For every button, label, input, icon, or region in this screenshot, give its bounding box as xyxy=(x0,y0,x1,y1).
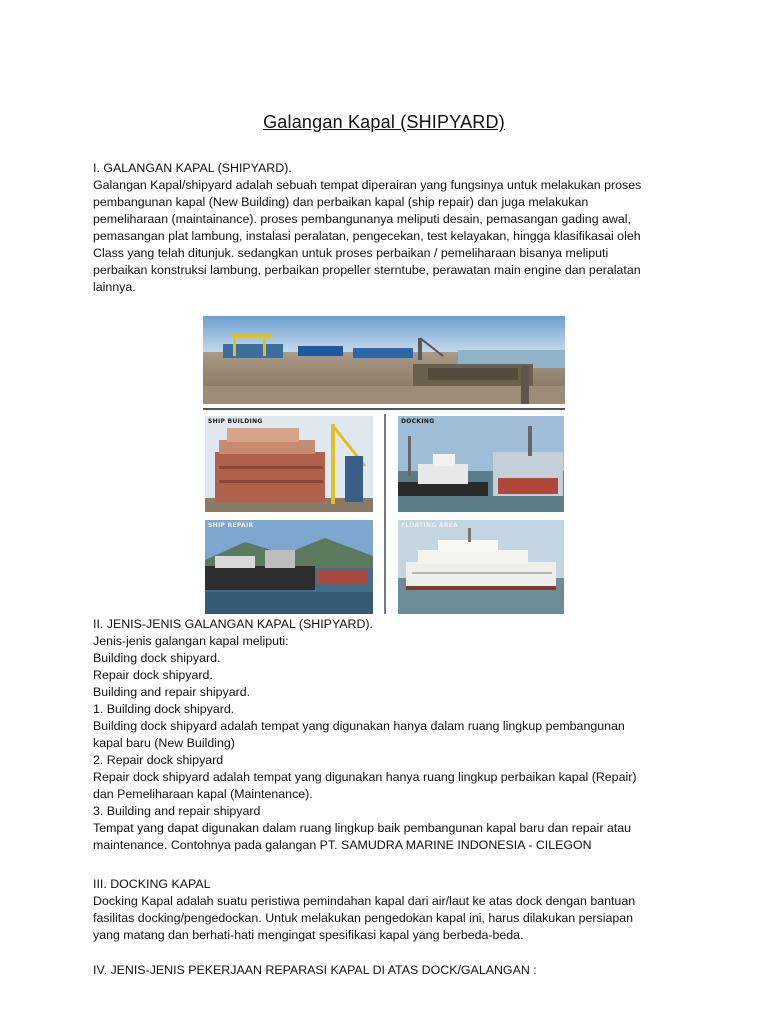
docking-label: DOCKING xyxy=(401,418,435,425)
section-1-body: Galangan Kapal/shipyard adalah sebuah tempat diperairan yang fungsinya untuk melakukan proses pembangunan kapal (New Building) dan perbaikan kapal (ship repair) dan juga melakukan pemeliharaan (maintainance). proses pembangunanya meliputi desain, pemasangan gading awal, pemasangan plat lambung, instalasi peralatan, pengecekan, test kelayakan, hingga klasifikasai oleh Class yang telah ditunjuk. sedangkan untuk proses perbaikan / pemeliharaan bisanya meliputi perbaikan konstruksi lambung, perbaikan propeller sterntube, perawatan main engine dan peralatan lainnya. xyxy=(93,178,642,294)
section-4-heading: IV. JENIS-JENIS PEKERJAAN REPARASI KAPAL DI ATAS DOCK/GALANGAN : xyxy=(93,963,537,977)
ship-building-photo xyxy=(205,416,373,512)
floating-area-photo xyxy=(398,520,564,614)
section-1-heading: I. GALANGAN KAPAL (SHIPYARD). xyxy=(93,161,292,175)
ship-building-label: SHIP BUILDING xyxy=(208,418,263,425)
ship-repair-photo xyxy=(205,520,373,614)
section-3-text: III. DOCKING KAPAL Docking Kapal adalah suatu peristiwa pemindahan kapal dari air/laut ke atas dock dengan bantuan fasilitas docking/pengedockan. Untuk melakukan pengedokan kapal ini, harus dilakukan persiapan yang matang dan berhati-hati mengingat spesifikasi kapal yang berbeda-beda. xyxy=(93,877,636,942)
shipyard-photo-collage xyxy=(203,316,567,616)
floating-area-label: FLOATING AREA xyxy=(401,522,459,529)
shipyard-panorama-photo xyxy=(203,316,565,404)
figure-divider-horizontal xyxy=(203,408,565,410)
docking-photo xyxy=(398,416,564,512)
ship-repair-label: SHIP REPAIR xyxy=(208,522,254,529)
section-2-text: II. JENIS-JENIS GALANGAN KAPAL (SHIPYARD). Jenis-jenis galangan kapal meliputi: Building dock shipyard. Repair dock shipyard. Building and repair shipyard. 1. Building dock shipyard. Building dock shipyard adalah tempat yang digunakan hanya dalam ruang lingkup pembangunan kapal baru (New Building) 2. Repair dock shipyard Repair dock shipyard adalah tempat yang digunakan hanya ruang lingkup perbaikan kapal (Repair) dan Pemeliharaan kapal (Maintenance). 3. Building and repair shipyard Tempat yang dapat digunakan dalam ruang lingkup baik pembangunan kapal baru dan repair atau maintenance. Contohnya pada galangan PT. SAMUDRA MARINE INDONESIA - CILEGON xyxy=(93,617,637,852)
figure-divider-vertical xyxy=(384,414,386,614)
page-title: Galangan Kapal (SHIPYARD) xyxy=(263,112,505,132)
